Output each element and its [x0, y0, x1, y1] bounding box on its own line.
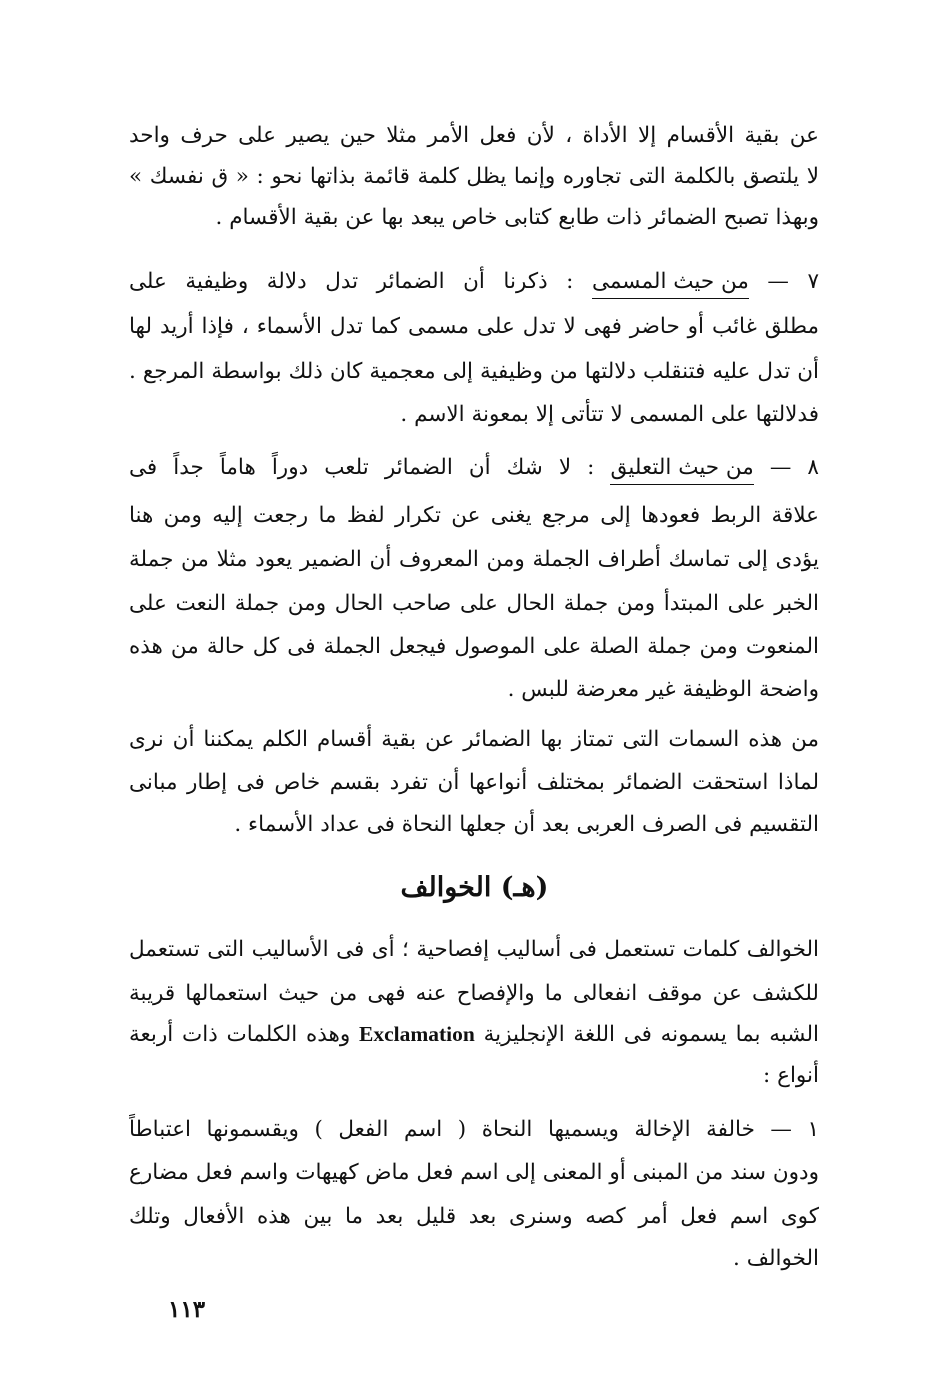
text-line-with-english-term [129, 1014, 819, 1054]
item-7-title: من حيث المسمى [592, 267, 749, 299]
item-8-heading-line [129, 448, 819, 488]
text-line: علاقة الربط فعودها إلى مرجع يغنى عن تكرار لفظ ما رجعت إليه ومن هنا [129, 503, 819, 528]
item-7-text: : ذكرنا أن الضمائر تدل دلالة وظيفية على [129, 269, 574, 294]
text-line: مطلق غائب أو حاضر فهى لا تدل على مسمى كما تدل الأسماء ، فإذا أريد لها [129, 314, 819, 339]
text-line: فدلالتها على المسمى لا تتأتى إلا بمعونة الاسم . [400, 402, 819, 427]
text-line: يؤدى إلى تماسك أطراف الجملة ومن المعروف أن الضمير يعود مثلا من جملة [129, 547, 819, 572]
text-line: عن بقية الأقسام إلا الأداة ، لأن فعل الأمر مثلا حين يصير على حرف واحد [129, 123, 819, 148]
text-line: الخبر على المبتدأ ومن جملة الحال على صاحب الحال ومن جملة النعت على [129, 591, 819, 616]
item-7-heading-line [129, 262, 819, 302]
item-7-number: ٧ — [767, 269, 819, 294]
text-line: أن تدل عليه فتنقلب دلالتها من وظيفية إلى معجمية كان ذلك بواسطة المرجع . [129, 359, 819, 384]
text-line: وبهذا تصبح الضمائر ذات طابع كتابى خاص يبعد بها عن بقية الأقسام . [215, 205, 819, 230]
text-line: الخوالف . [733, 1246, 819, 1271]
text-line: واضحة الوظيفة غير معرضة للبس . [507, 677, 819, 702]
text-line: للكشف عن موقف انفعالى ما والإفصاح عنه فهى من حيث استعمالها قريبة [129, 981, 819, 1006]
text-segment: الشبه بما يسمونه فى اللغة الإنجليزية [483, 1022, 819, 1047]
section-heading: (هـ) الخوالف [400, 872, 549, 903]
text-line: المنعوت ومن جملة الصلة على الموصول فيجعل الجملة فى كل حالة من هذه [129, 634, 819, 659]
text-line: التقسيم فى الصرف العربى بعد أن جعلها النحاة فى عداد الأسماء . [234, 812, 819, 837]
text-line: ودون سند من المبنى أو المعنى إلى اسم فعل ماض كهيهات واسم فعل مضارع [129, 1160, 819, 1185]
text-segment: وهذه الكلمات ذات أربعة [129, 1022, 351, 1047]
text-line: كوى اسم فعل أمر كصه وسنرى بعد قليل بعد ما بين هذه الأفعال وتلك [129, 1204, 819, 1229]
text-line: ١ — خالفة الإخالة ويسميها النحاة ( اسم الفعل ) ويقسمونها اعتباطاً [129, 1117, 819, 1142]
english-term: Exclamation [359, 1022, 475, 1046]
item-8-number: ٨ — [769, 455, 819, 480]
text-line: من هذه السمات التى تمتاز بها الضمائر عن بقية أقسام الكلم يمكننا أن نرى [129, 727, 819, 752]
text-line: لا يلتصق بالكلمة التى تجاوره وإنما يظل كلمة قائمة بذاتها نحو : « ق نفسك » [129, 164, 819, 189]
page-number: ١١٣ [168, 1296, 206, 1323]
item-8-text: : لا شك أن الضمائر تلعب دوراً هاماً جداً فى [129, 455, 595, 480]
text-line: الخوالف كلمات تستعمل فى أساليب إفصاحية ؛ أى فى الأساليب التى تستعمل [129, 937, 819, 962]
text-line: أنواع : [763, 1063, 819, 1088]
text-line: لماذا استحقت الضمائر بمختلف أنواعها أن تفرد بقسم خاص فى إطار مبانى [129, 770, 819, 795]
item-8-title: من حيث التعليق [610, 453, 753, 485]
